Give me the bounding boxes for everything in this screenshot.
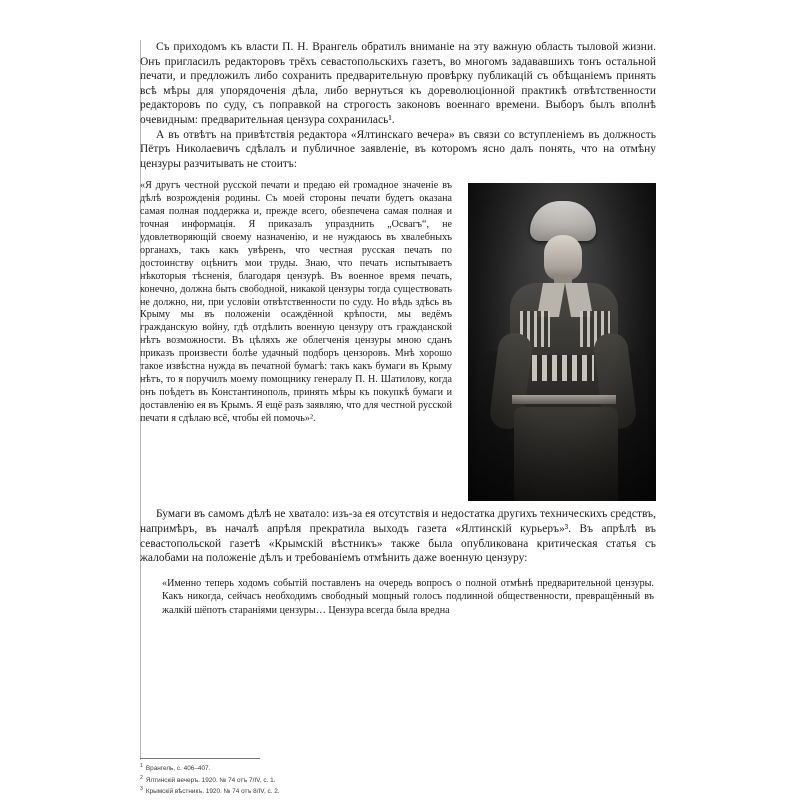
footnote-item: [140, 762, 570, 774]
footnote-item: [140, 774, 570, 786]
portrait-photograph: [468, 183, 656, 501]
paragraph-1: Съ приходомъ къ власти П. Н. Врангель обратилъ вниманіе на эту важную область тыловой жизни. Онъ пригласилъ редакторовъ трёхъ севастопольскихъ газетъ, во многомъ задававшихъ тонъ остальной печати, и предложилъ либо сохранить предварительную провѣрку публикацій съ обѣщаніемъ принять всѣ мѣры для упорядоченія дѣла, либо вернуться къ дореволюціонной практикѣ отвѣтственности редакторовъ по суду, съ поправкой на строгость законовъ военнаго времени. Выборъ былъ вполнѣ очевидным: предварительная цензура сохранилась¹.: [140, 41, 656, 126]
footnote-marker: 1: [140, 763, 143, 769]
footnote-text: Крымскій вѣстникъ. 1920. № 74 отъ 8/IV, с. 2.: [145, 788, 280, 796]
paragraph-2: А въ отвѣтъ на привѣтствія редактора «Ялтинскаго вечера» въ связи со вступленіемъ въ должность Пётръ Николаевичъ сдѣлалъ и публичное заявленіе, въ которомъ ясно далъ понять, что на отмѣну цензуры разчитывать не стоитъ:: [140, 128, 656, 170]
blockquote-2: «Именно теперь ходомъ событій поставленъ на очередь вопросъ о полной отмѣнѣ предварительной цензуры. Какъ никогда, сейчасъ необходимъ свободный мощный голосъ подлинной общественности, превращённый въ жалкій шёпотъ стараніями цензуры… Цензура всегда была вредна: [162, 577, 654, 616]
footnote-item: [140, 785, 570, 797]
footnote-text: Врангель, с. 406–407.: [145, 765, 211, 773]
footnote-separator: [140, 758, 260, 759]
page-content: [140, 40, 656, 773]
footnote-marker: 2: [140, 774, 143, 781]
photo-vignette: [468, 183, 656, 501]
footnotes-area: [140, 762, 570, 797]
paragraph-3: Бумаги въ самомъ дѣлѣ не хватало: изъ-за ея отсутствія и недостатка другихъ техническихъ средствъ, напримѣръ, въ началѣ апрѣля прекратила выходъ газета «Ялтинскій курьеръ»³. Въ апрѣлѣ въ севастопольской газетѣ «Крымскій вѣстникъ» также была опубликована критическая статья съ жалобами на положеніе дѣлъ и требованіемъ отмѣнить даже военную цензуру:: [140, 508, 656, 565]
blockquote-1: «Я другъ честной русской печати и предаю ей громадное значеніе въ дѣлѣ возрожденія родины. Съ моей стороны печати будетъ оказана самая полная поддержка и, прежде всего, обезпечена самая полная и точная информація. Я приказалъ упразднить „Освагъ“, не удовлетворяющій своему назначенію, и не нуждаюсь въ хвалебныхъ органахъ, такъ какъ увѣренъ, что честная русская печать по достоинству оцѣнитъ мои труды. Знаю, что печать испытываетъ нѣкоторыя тѣсненія, благодаря цензурѣ. Въ военное время печать, конечно, должна быть свободной, никакой цензуры тогда существовать не должно, ни, при условіи отвѣтственности по суду. Но вѣдь здѣсь въ Крыму мы въ положеніи осаждённой крѣпости, мы ведёмъ гражданскую войну, гдѣ отдѣлить военную цензуру отъ гражданской нѣтъ возможности. Въ цѣляхъ же облегченія цензуры мною сданъ приказъ произвести болѣе удачный подборъ цензоровъ. Мнѣ хорошо такое извѣстна нужда въ печатной бумагѣ: такъ какъ бумаги въ Крыму нѣтъ, то я поручилъ моему помощнику генералу П. Н. Шатилову, когда онъ поѣдетъ въ Константинополь, принять мѣры къ покупкѣ бумаги и доставленію ея въ Крымъ. Я ещё разъ заявляю, что для честной русской печати я сдѣлаю всё, чтобы ей помочь»².: [140, 180, 452, 424]
quote-block-with-photo: [140, 180, 656, 507]
footnote-marker: 3: [140, 786, 143, 793]
footnote-text: Ялтинскій вечеръ. 1920. № 74 отъ 7/IV, с. 1.: [145, 776, 276, 784]
